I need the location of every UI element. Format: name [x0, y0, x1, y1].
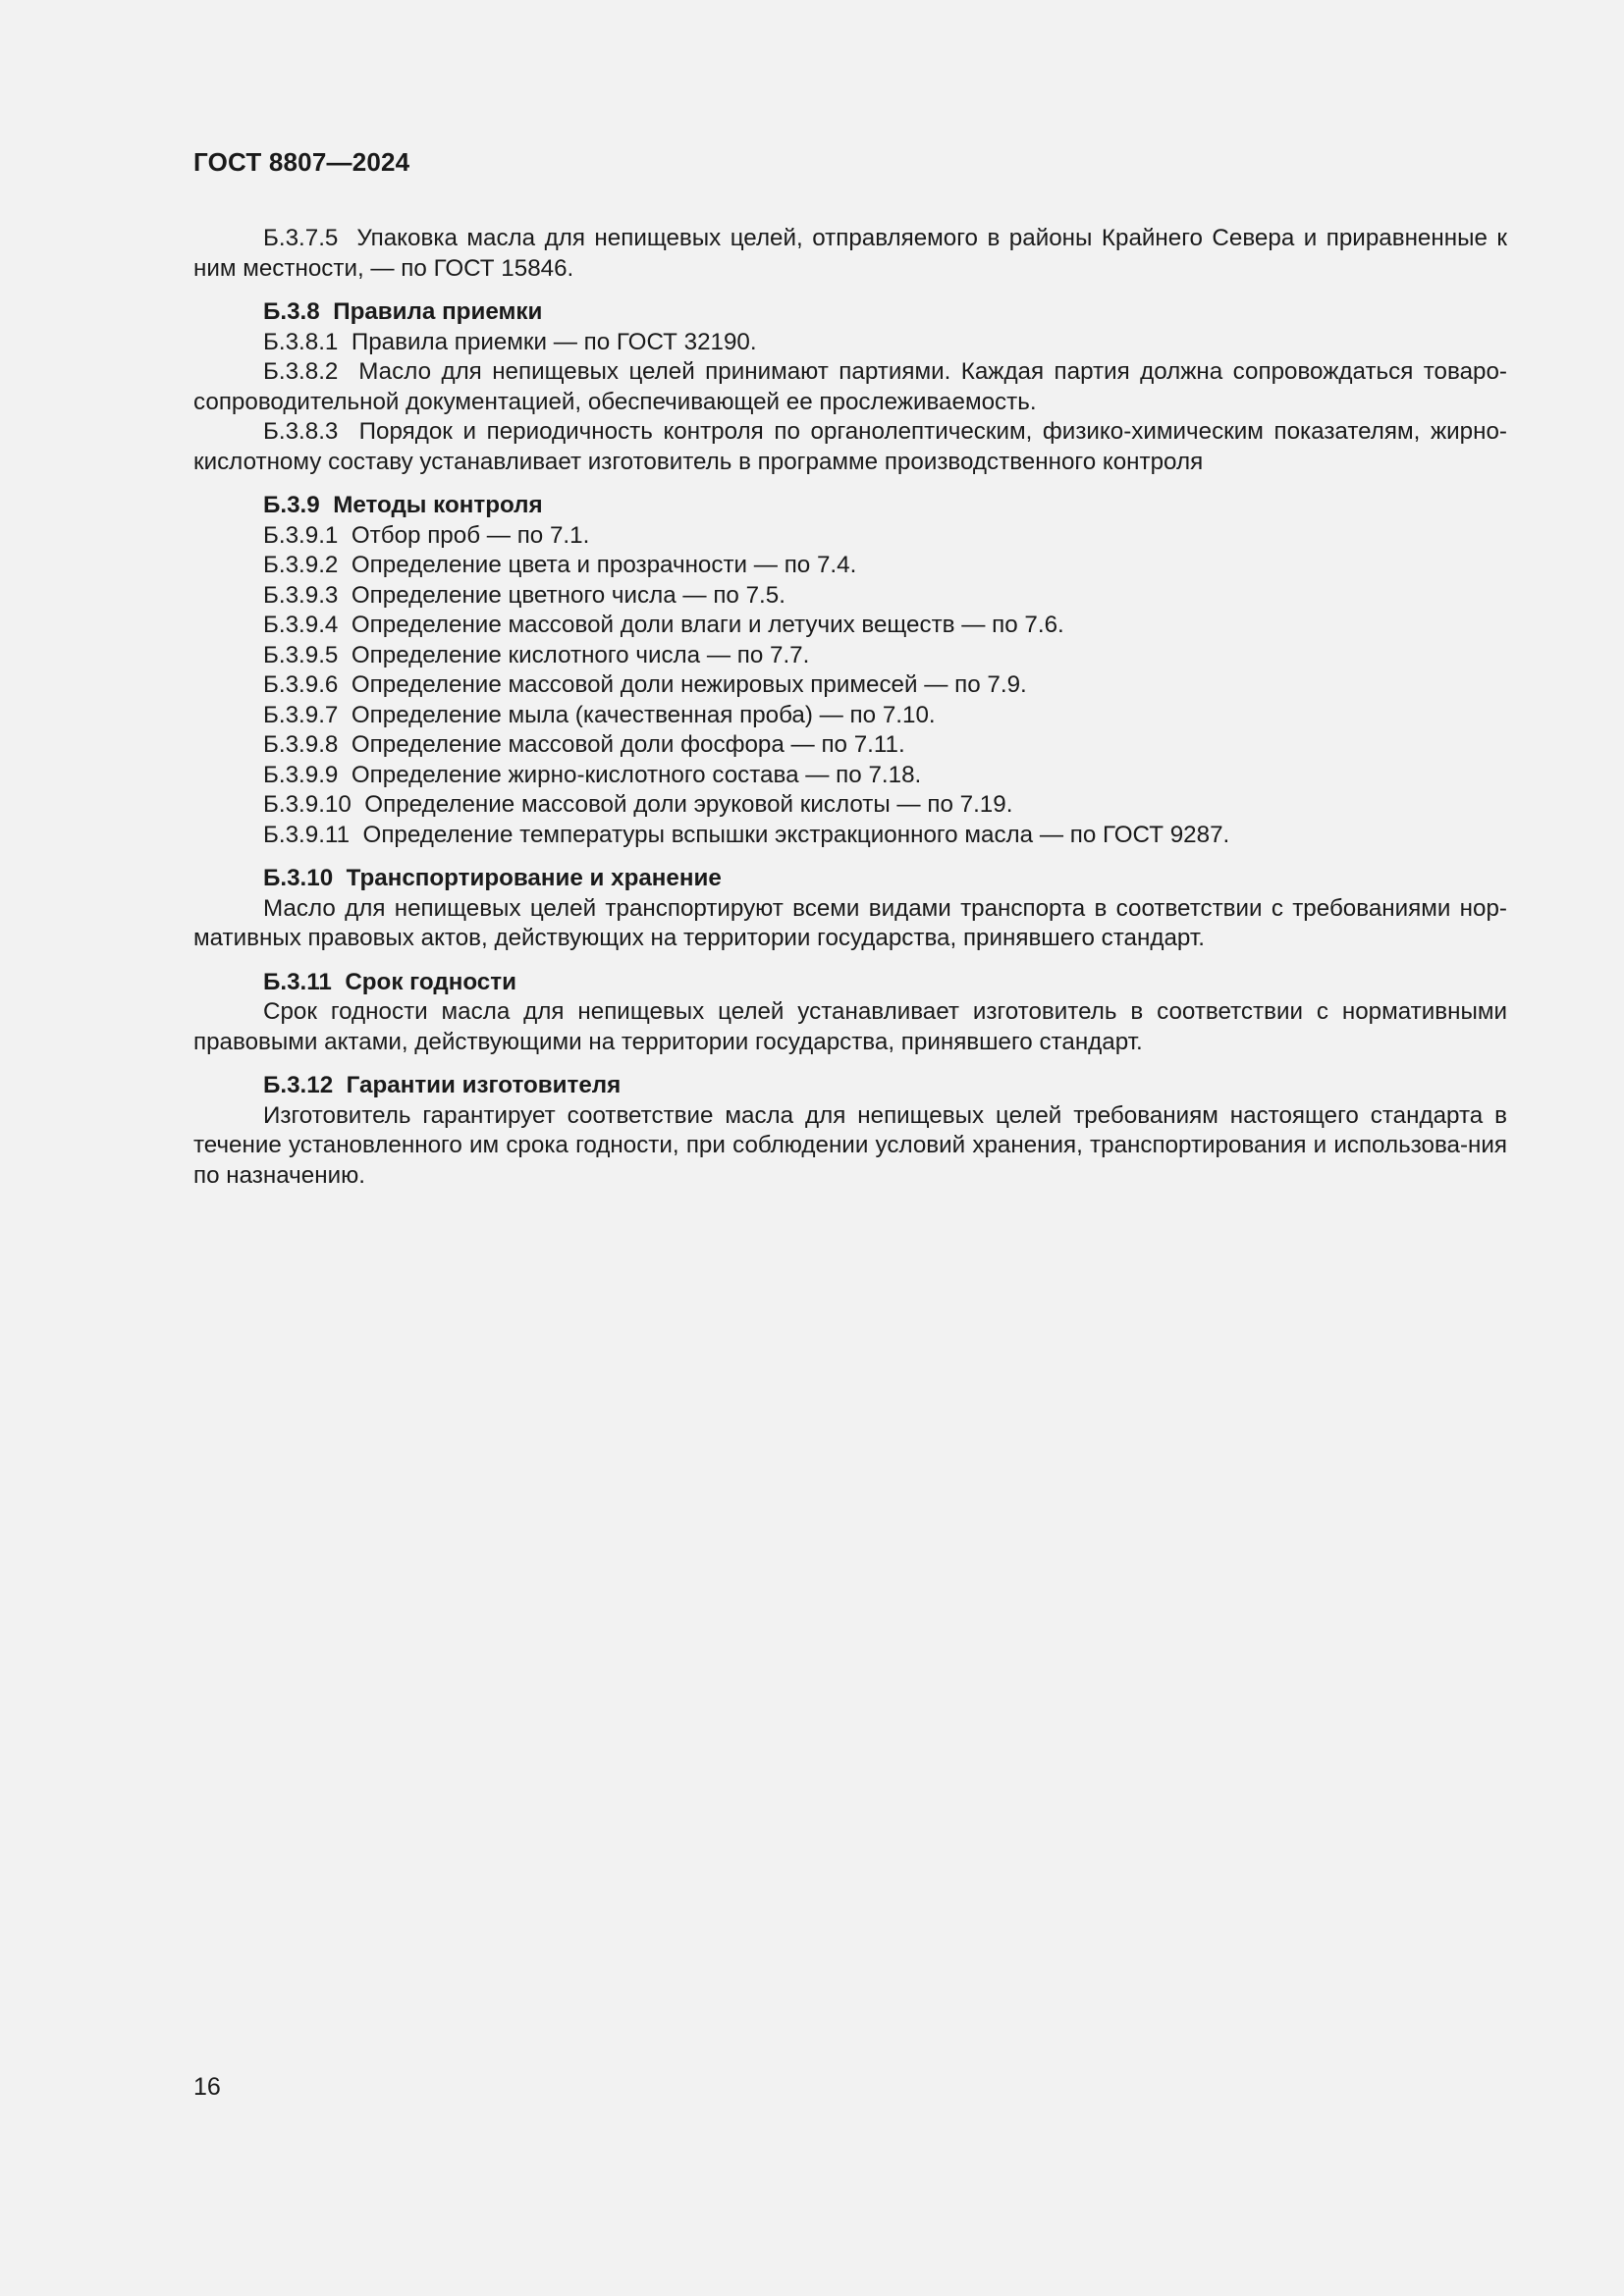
clause-number: Б.3.9.9 — [263, 761, 339, 788]
clause-number: Б.3.9.6 — [263, 671, 339, 698]
clause-number: Б.3.9.10 — [263, 791, 352, 818]
heading-title: Гарантии изготовителя — [346, 1072, 622, 1098]
list-item-b399 — [193, 761, 1507, 791]
list-item-b3911 — [193, 821, 1507, 851]
clause-number: Б.3.8.3 — [263, 418, 339, 445]
heading-title: Правила приемки — [333, 298, 543, 325]
list-item-b3910 — [193, 790, 1507, 821]
paragraph-b383 — [193, 417, 1507, 477]
clause-text: Определение цветного числа — по 7.5. — [351, 581, 785, 609]
clause-text: Упаковка масла для непищевых целей, отправляемого в районы Крайнего Севера и приравненные к ним местности, — по ГОСТ 15846. — [193, 225, 1507, 282]
clause-text: Масло для непищевых целей принимают партиями. Каждая партия должна сопровождаться товаро-сопроводительной документацией, обеспечивающей ее прослеживаемость. — [193, 358, 1507, 415]
list-item-b394 — [193, 611, 1507, 641]
document-code-header: ГОСТ 8807—2024 — [193, 147, 410, 177]
document-body — [193, 224, 1507, 1191]
list-item-b393 — [193, 581, 1507, 612]
paragraph-b382 — [193, 357, 1507, 417]
section-heading-b310 — [193, 864, 1507, 894]
heading-title: Транспортирование и хранение — [346, 865, 722, 891]
section-heading-b39 — [193, 491, 1507, 521]
heading-number: Б.3.8 — [263, 298, 320, 325]
heading-title: Срок годности — [345, 968, 516, 995]
list-item-b398 — [193, 730, 1507, 761]
clause-text: Порядок и периодичность контроля по органолептическим, физико-химическим показателям, жирно-кислотному составу устанавливает изготовитель в программе производственного контроля — [193, 418, 1507, 475]
heading-number: Б.3.12 — [263, 1072, 334, 1098]
section-heading-b311 — [193, 968, 1507, 998]
clause-number: Б.3.9.7 — [263, 701, 339, 728]
list-item-b391 — [193, 521, 1507, 552]
clause-number: Б.3.9.5 — [263, 641, 339, 668]
clause-text: Определение жирно-кислотного состава — по 7.18. — [351, 761, 922, 788]
section-heading-b312 — [193, 1071, 1507, 1101]
clause-number: Б.3.8.1 — [263, 328, 339, 355]
list-item-b396 — [193, 670, 1507, 701]
clause-text: Определение массовой доли фосфора — по 7.11. — [351, 731, 905, 758]
clause-number: Б.3.9.2 — [263, 552, 339, 578]
heading-number: Б.3.10 — [263, 865, 334, 891]
clause-text: Определение кислотного числа — по 7.7. — [351, 641, 810, 668]
paragraph-b312: Изготовитель гарантирует соответствие масла для непищевых целей требованиям настоящего стандарта в течение установленного им срока годности, при соблюдении условий хранения, транспортирования и использова-ния по назначению. — [193, 1101, 1507, 1189]
clause-number: Б.3.9.11 — [263, 821, 351, 848]
page-number: 16 — [193, 2073, 221, 2101]
paragraph-b381 — [193, 328, 1507, 358]
paragraph-b310: Масло для непищевых целей транспортируют всеми видами транспорта в соответствии с требованиями нор-мативных правовых актов, действующих на территории государства, принявшего стандарт. — [193, 894, 1507, 951]
heading-number: Б.3.11 — [263, 968, 332, 995]
heading-title: Методы контроля — [333, 492, 543, 518]
clause-number: Б.3.9.8 — [263, 731, 339, 758]
list-item-b397 — [193, 701, 1507, 731]
clause-text: Определение массовой доли нежировых примесей — по 7.9. — [351, 671, 1027, 698]
list-item-b395 — [193, 641, 1507, 671]
section-heading-b38 — [193, 297, 1507, 328]
clause-text: Определение цвета и прозрачности — по 7.4. — [351, 552, 857, 578]
clause-text: Определение температуры вспышки экстракционного масла — по ГОСТ 9287. — [362, 821, 1230, 848]
clause-number: Б.3.9.1 — [263, 521, 339, 549]
clause-number: Б.3.9.4 — [263, 612, 339, 638]
clause-number: Б.3.9.3 — [263, 581, 339, 609]
paragraph-b375 — [193, 224, 1507, 284]
clause-text: Определение массовой доли влаги и летучих веществ — по 7.6. — [351, 612, 1064, 638]
heading-number: Б.3.9 — [263, 492, 320, 518]
clause-text: Правила приемки — по ГОСТ 32190. — [351, 328, 757, 355]
clause-text: Отбор проб — по 7.1. — [351, 521, 590, 549]
clause-text: Определение мыла (качественная проба) — по 7.10. — [351, 701, 936, 728]
clause-text: Определение массовой доли эруковой кислоты — по 7.19. — [364, 791, 1013, 818]
paragraph-b311: Срок годности масла для непищевых целей устанавливает изготовитель в соответствии с нормативными правовыми актами, действующими на территории государства, принявшего стандарт. — [193, 998, 1507, 1055]
clause-number: Б.3.8.2 — [263, 358, 339, 385]
list-item-b392 — [193, 551, 1507, 581]
clause-number: Б.3.7.5 — [263, 225, 339, 251]
